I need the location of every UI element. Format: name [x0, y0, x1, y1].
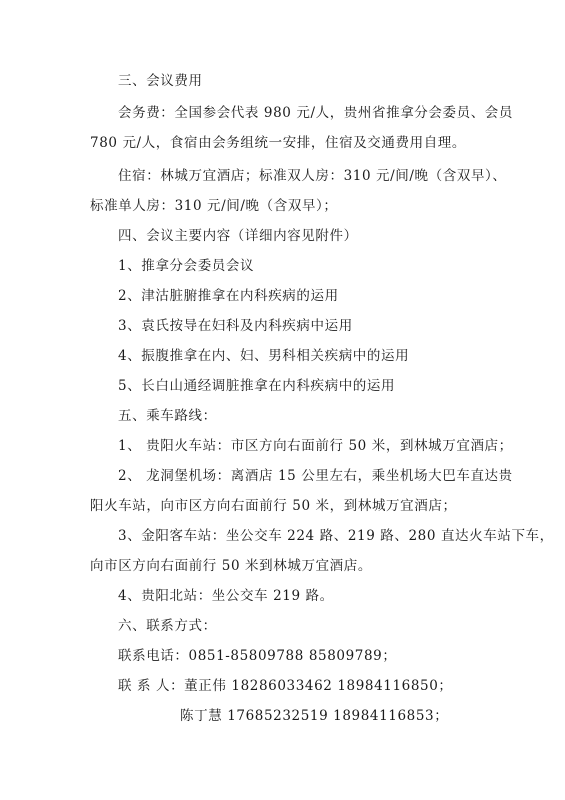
hotel-text-line-1: 住宿：林城万宜酒店；标准双人房：310 元/间/晚（含双早）、 [118, 168, 507, 184]
route-item-1: 1、 贵阳火车站：市区方向右面前行 50 米，到林城万宜酒店； [118, 438, 513, 454]
content-item: 3、袁氏按导在妇科及内科疾病中运用 [118, 318, 353, 334]
route-item-3-line-2: 向市区方向右面前行 50 米到林城万宜酒店。 [90, 558, 372, 574]
fee-text-line-1: 会务费：全国参会代表 980 元/人，贵州省推拿分会委员、会员 [118, 105, 513, 121]
hotel-text-line-2: 标准单人房：310 元/间/晚（含双早）； [90, 198, 338, 214]
route-item-3-line-1: 3、金阳客车站：坐公交车 224 路、219 路、280 直达火车站下车， [118, 528, 554, 544]
section-heading-contacts: 六、联系方式： [118, 618, 217, 634]
section-heading-fees: 三、会议费用 [118, 73, 203, 89]
contact-person-1: 联 系 人：董正伟 18286033462 18984116850； [118, 678, 453, 694]
content-item: 5、长白山通经调脏推拿在内科疾病中的运用 [118, 378, 396, 394]
contact-phone: 联系电话：0851-85809788 85809789； [118, 648, 397, 664]
section-heading-content: 四、会议主要内容（详细内容见附件） [118, 228, 358, 244]
route-item-4: 4、贵阳北站：坐公交车 219 路。 [118, 588, 334, 604]
route-item-2-line-1: 2、 龙洞堡机场：离酒店 15 公里左右，乘坐机场大巴车直达贵 [118, 468, 513, 484]
content-item: 4、振腹推拿在内、妇、男科相关疾病中的运用 [118, 348, 410, 364]
section-heading-routes: 五、乘车路线： [118, 408, 217, 424]
fee-text-line-2: 780 元/人，食宿由会务组统一安排，住宿及交通费用自理。 [90, 135, 467, 151]
content-item: 1、推拿分会委员会议 [118, 258, 255, 274]
content-item: 2、津沽脏腑推拿在内科疾病的运用 [118, 288, 339, 304]
contact-person-2: 陈丁慧 17685232519 18984116853； [180, 708, 449, 724]
route-item-2-line-2: 阳火车站，向市区方向右面前行 50 米，到林城万宜酒店； [90, 498, 457, 514]
